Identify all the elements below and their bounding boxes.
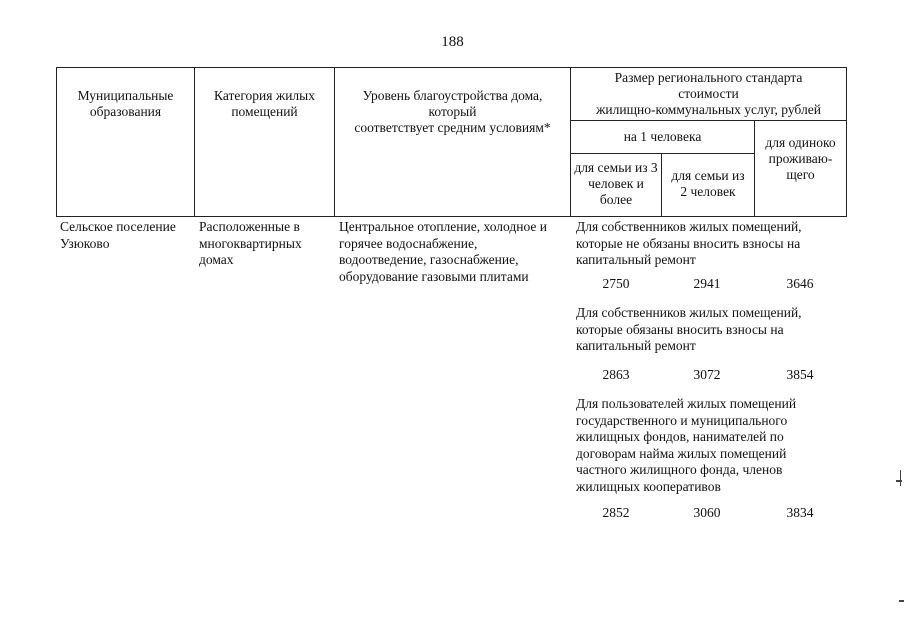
group-3-family3-value: 2852 <box>602 505 630 520</box>
header-municipality-label: Муниципальные образования <box>77 88 174 119</box>
header-family3 <box>570 153 662 217</box>
header-standard-line1: Размер регионального стандарта стоимости <box>614 70 803 101</box>
header-category <box>194 67 335 217</box>
row-municipality: Сельское поселение Узюково <box>60 219 176 251</box>
group-1-family2-value: 2941 <box>693 276 721 291</box>
header-level-line1: Уровень благоустройства дома, который <box>362 88 543 119</box>
header-standard <box>570 67 847 121</box>
scan-mark <box>899 600 904 602</box>
group-1-family3-value: 2750 <box>602 276 630 291</box>
group-2-label: Для собственников жилых помещений, которые обязаны вносить взносы на капитальный ремонт <box>576 305 802 353</box>
group-1-single-value: 3646 <box>786 276 814 291</box>
scan-mark <box>896 480 902 482</box>
scan-mark <box>900 470 901 486</box>
header-municipality <box>56 67 195 217</box>
header-level <box>334 67 571 217</box>
header-family2 <box>661 153 755 217</box>
header-per-person <box>570 120 755 154</box>
group-2-family2-value: 3072 <box>693 367 721 382</box>
group-2-family3-value: 2863 <box>602 367 630 382</box>
group-2-single-value: 3854 <box>786 367 814 382</box>
row-level: Центральное отопление, холодное и горячее водоснабжение, водоотведение, газоснабжение, оборудование газовыми плитами <box>339 219 547 284</box>
header-single <box>754 120 847 217</box>
group-3-single-value: 3834 <box>786 505 814 520</box>
row-category: Расположенные в многоквартирных домах <box>199 219 302 267</box>
group-3-family2-value: 3060 <box>693 505 721 520</box>
group-1-label: Для собственников жилых помещений, которые не обязаны вносить взносы на капитальный ремонт <box>576 219 802 267</box>
header-family3-label: для семьи из 3 человек и более <box>574 160 658 207</box>
group-3-label: Для пользователей жилых помещений государственного и муниципального жилищных фондов, нанимателей по договорам найма жилых помещений частного жилищного фонда, членов жилищных кооперативов <box>576 396 797 494</box>
page-number: 188 <box>441 34 464 50</box>
header-level-line2: соответствует средним условиям* <box>354 120 551 135</box>
header-standard-line2: жилищно-коммунальных услуг, рублей <box>596 102 821 117</box>
header-category-label: Категория жилых помещений <box>214 88 315 119</box>
header-family2-label: для семьи из 2 человек <box>671 168 745 199</box>
header-per-person-label: на 1 человека <box>623 129 702 144</box>
header-single-label: для одиноко проживаю-щего <box>765 135 836 182</box>
